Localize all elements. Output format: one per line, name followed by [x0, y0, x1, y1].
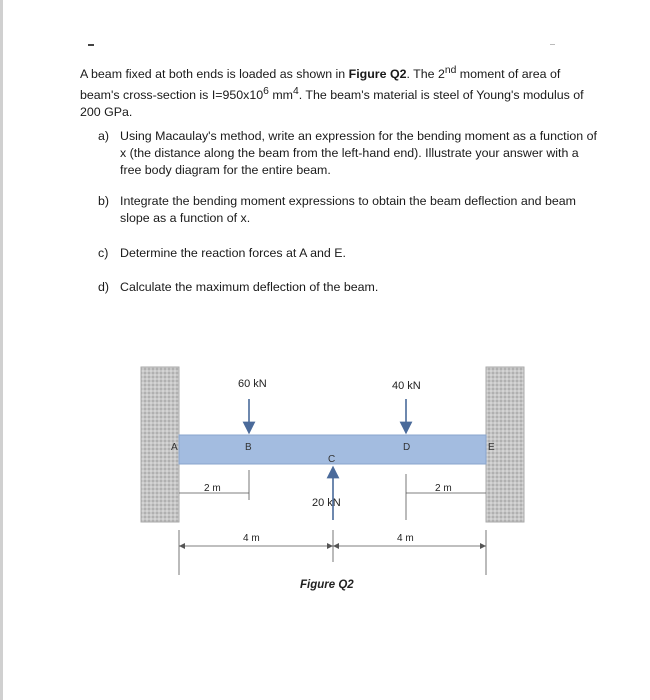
superscript: nd: [444, 65, 457, 76]
part-label: a): [98, 129, 110, 143]
part-text: Determine the reaction forces at A and E.: [120, 246, 346, 260]
dimension-arrow: [333, 543, 339, 549]
point-e-label: E: [488, 442, 495, 453]
intro-text: . The 2: [406, 67, 445, 82]
dimension-ab-label: 2 m: [204, 483, 221, 494]
dimension-arrow: [327, 543, 333, 549]
superscript: 6: [263, 86, 269, 98]
point-d-label: D: [403, 442, 411, 453]
dimension-arrow: [179, 543, 185, 549]
figure-reference: Figure Q2: [348, 67, 407, 82]
figure-caption: Figure Q2: [300, 579, 354, 591]
intro-text: . The beam's material is steel of Young's modulus of 200 GPa.: [80, 88, 584, 120]
dimension-arrow: [480, 543, 486, 549]
part-text: Integrate the bending moment expressions to obtain the beam deflection and beam slope as a function of x.: [120, 194, 576, 225]
point-a-label: A: [171, 442, 178, 453]
intro-text: moment of area of beam's cross-section is I=950x10: [80, 67, 561, 103]
intro-text: mm: [268, 88, 293, 103]
part-label: b): [98, 194, 110, 208]
intro-text: A beam fixed at both ends is loaded as shown in: [80, 67, 349, 82]
part-text: Calculate the maximum deflection of the beam.: [120, 280, 379, 294]
part-label: c): [98, 246, 109, 260]
load-b-label: 60 kN: [238, 378, 267, 390]
dimension-ce-label: 4 m: [397, 533, 414, 544]
part-text: Using Macaulay's method, write an expression for the bending moment as a function of x (the distance along the beam from the left-hand end). Illustrate your answer with a free body diagram for the entire beam.: [120, 129, 597, 177]
load-c-label: 20 kN: [312, 497, 341, 509]
dimension-ac-label: 4 m: [243, 533, 260, 544]
load-d-label: 40 kN: [392, 380, 421, 392]
dimension-de-label: 2 m: [435, 483, 452, 494]
superscript: 4: [293, 86, 299, 98]
point-c-label: C: [328, 454, 336, 465]
part-label: d): [98, 280, 110, 294]
point-b-label: B: [245, 442, 252, 453]
